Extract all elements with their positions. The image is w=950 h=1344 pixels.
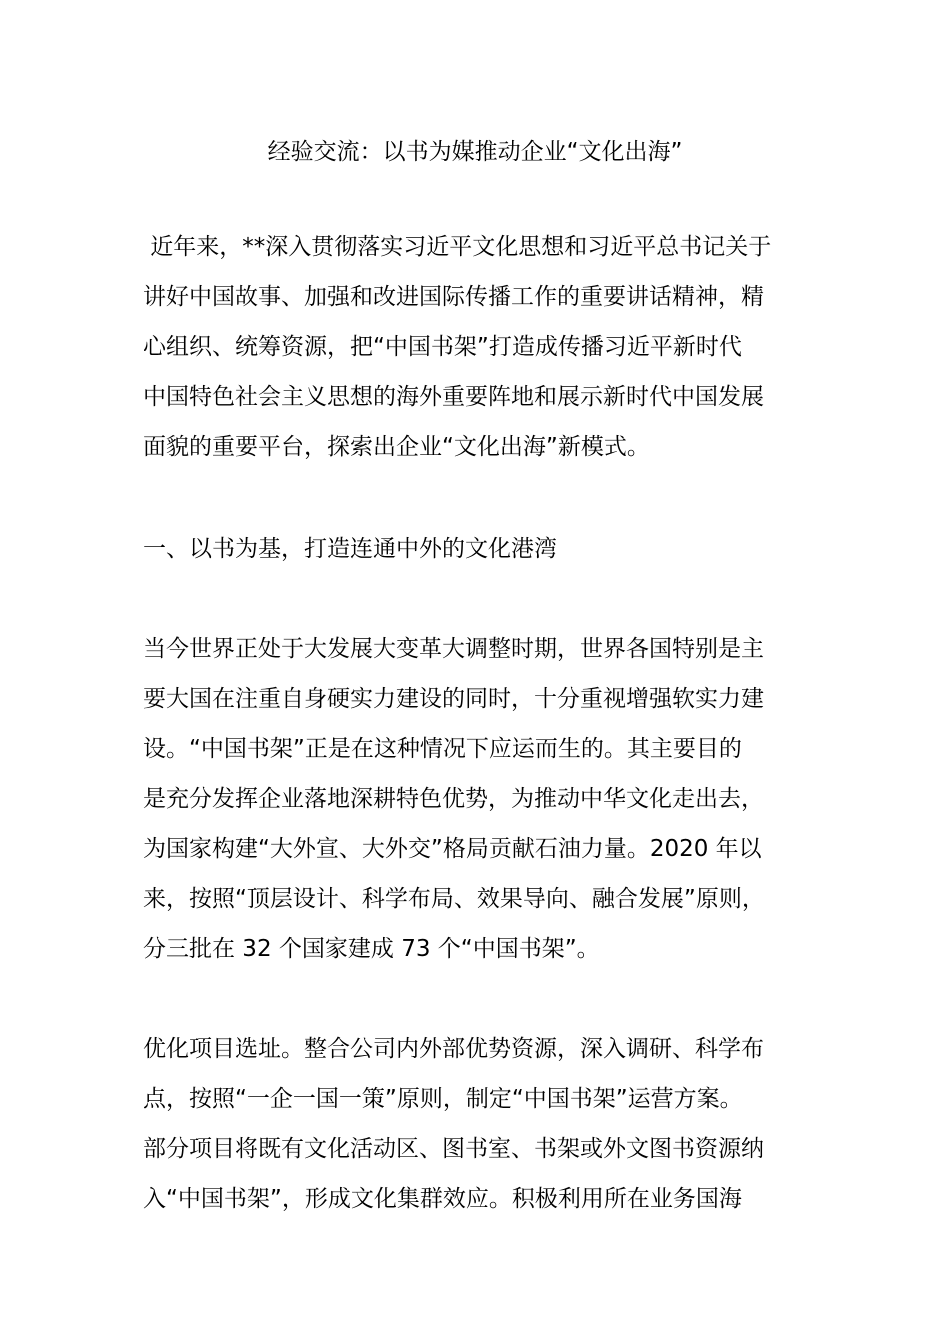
section-heading-text: 一、以书为基，打造连通中外的文化港湾 bbox=[143, 536, 557, 562]
paragraph-line: 中国特色社会主义思想的海外重要阵地和展示新时代中国发展 bbox=[143, 384, 764, 410]
paragraph-line: 是充分发挥企业落地深耕特色优势，为推动中华文化走出去， bbox=[143, 786, 764, 812]
section-paragraph bbox=[143, 1024, 843, 1224]
paragraph-line: 当今世界正处于大发展大变革大调整时期，世界各国特别是主 bbox=[143, 636, 764, 662]
paragraph-line: 设。“中国书架”正是在这种情况下应运而生的。其主要目的 bbox=[143, 736, 742, 762]
paragraph-line: 来，按照“顶层设计、科学布局、效果导向、融合发展”原则， bbox=[143, 886, 765, 912]
paragraph-line: 讲好中国故事、加强和改进国际传播工作的重要讲话精神，精 bbox=[143, 284, 764, 310]
paragraph-line: 分三批在 32 个国家建成 73 个“中国书架”。 bbox=[143, 936, 600, 962]
paragraph-line: 点，按照“一企一国一策”原则，制定“中国书架”运营方案。 bbox=[143, 1086, 743, 1112]
paragraph-line: 要大国在注重自身硬实力建设的同时，十分重视增强软实力建 bbox=[143, 686, 764, 712]
paragraph-line: 心组织、统筹资源，把“中国书架”打造成传播习近平新时代 bbox=[143, 334, 742, 360]
paragraph-line: 为国家构建“大外宣、大外交”格局贡献石油力量。2020 年以 bbox=[143, 836, 762, 862]
section-paragraph bbox=[143, 624, 843, 974]
paragraph-line: 部分项目将既有文化活动区、图书室、书架或外文图书资源纳 bbox=[143, 1136, 764, 1162]
paragraph-line: 近年来，**深入贯彻落实习近平文化思想和习近平总书记关于 bbox=[143, 234, 772, 260]
document-title: 经验交流：以书为媒推动企业“文化出海” bbox=[267, 139, 683, 165]
intro-paragraph bbox=[143, 222, 843, 472]
paragraph-line: 面貌的重要平台，探索出企业“文化出海”新模式。 bbox=[143, 434, 650, 460]
section-heading bbox=[143, 524, 843, 574]
paragraph-line: 优化项目选址。整合公司内外部优势资源，深入调研、科学布 bbox=[143, 1036, 764, 1062]
paragraph-line: 入“中国书架”，形成文化集群效应。积极利用所在业务国海 bbox=[143, 1186, 742, 1212]
